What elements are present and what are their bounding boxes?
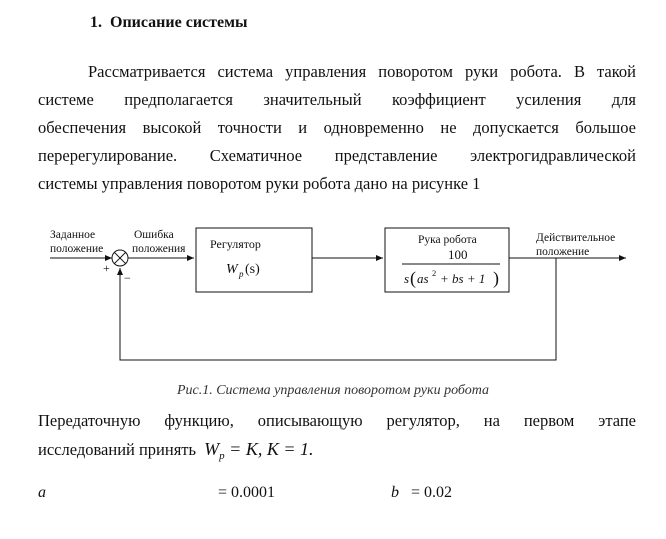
- error-label: Ошибка: [134, 229, 174, 241]
- formula-rest: = K, K = 1.: [229, 439, 314, 459]
- plant-title: Рука робота: [418, 234, 477, 246]
- paragraph-line-with-formula: [38, 435, 636, 465]
- plant-denominator-s: s: [404, 271, 410, 286]
- paragraph-text: исследований принять: [38, 440, 197, 459]
- formula-W: W: [204, 439, 220, 459]
- plant-denominator-as: as: [417, 271, 429, 286]
- output-label: положение: [536, 246, 590, 258]
- minus-sign: −: [124, 271, 131, 285]
- paragraph-line: Передаточную функцию, описывающую регулятор, на первом этапе: [38, 411, 636, 430]
- output-label: Действительное: [536, 232, 616, 244]
- section-title: Описание системы: [110, 14, 248, 31]
- param-a-name: a: [38, 484, 46, 501]
- input-label: положение: [50, 243, 104, 255]
- figure-caption: Рис.1. Система управления поворотом руки робота: [176, 383, 490, 398]
- plant-denominator-rest: + bs + 1: [440, 271, 486, 286]
- paragraph-line: системы управления поворотом руки робота дано на рисунке 1: [38, 174, 481, 193]
- section-heading: [90, 14, 248, 32]
- plant-block: [385, 228, 509, 292]
- controller-tf-subscript: p: [239, 269, 244, 279]
- paren-close: ): [493, 268, 499, 288]
- paren-open: (: [410, 268, 416, 288]
- controller-tf: W: [226, 262, 238, 277]
- summing-junction: [112, 250, 128, 266]
- param-b-value: = 0.02: [411, 484, 453, 501]
- paragraph-line: обеспечения высокой точности и одновременно не допускается большое: [38, 118, 636, 137]
- paragraph-line: системе предполагается значительный коэффициент усиления для: [38, 90, 636, 109]
- controller-title: Регулятор: [210, 237, 261, 251]
- controller-formula: [204, 439, 314, 462]
- plus-sign: +: [103, 261, 110, 275]
- formula-subscript: p: [219, 450, 225, 462]
- param-b-name: b: [391, 484, 399, 501]
- controller-paragraph: [38, 407, 636, 465]
- section-number: 1.: [90, 14, 102, 31]
- plant-denominator-exponent: 2: [432, 268, 437, 278]
- controller-block: [196, 228, 312, 292]
- error-label: положения: [132, 243, 186, 255]
- block-diagram: [40, 222, 640, 372]
- paragraph-line: перерегулирование. Схематичное представление электрогидравлической: [38, 146, 636, 165]
- intro-paragraph: [38, 58, 636, 198]
- paragraph-line: Рассматривается система управления поворотом руки робота. В такой: [88, 62, 636, 81]
- controller-tf-argument: (s): [245, 262, 260, 277]
- param-a-value: = 0.0001: [218, 484, 276, 501]
- input-label: Заданное: [50, 229, 96, 241]
- plant-numerator: 100: [448, 247, 468, 262]
